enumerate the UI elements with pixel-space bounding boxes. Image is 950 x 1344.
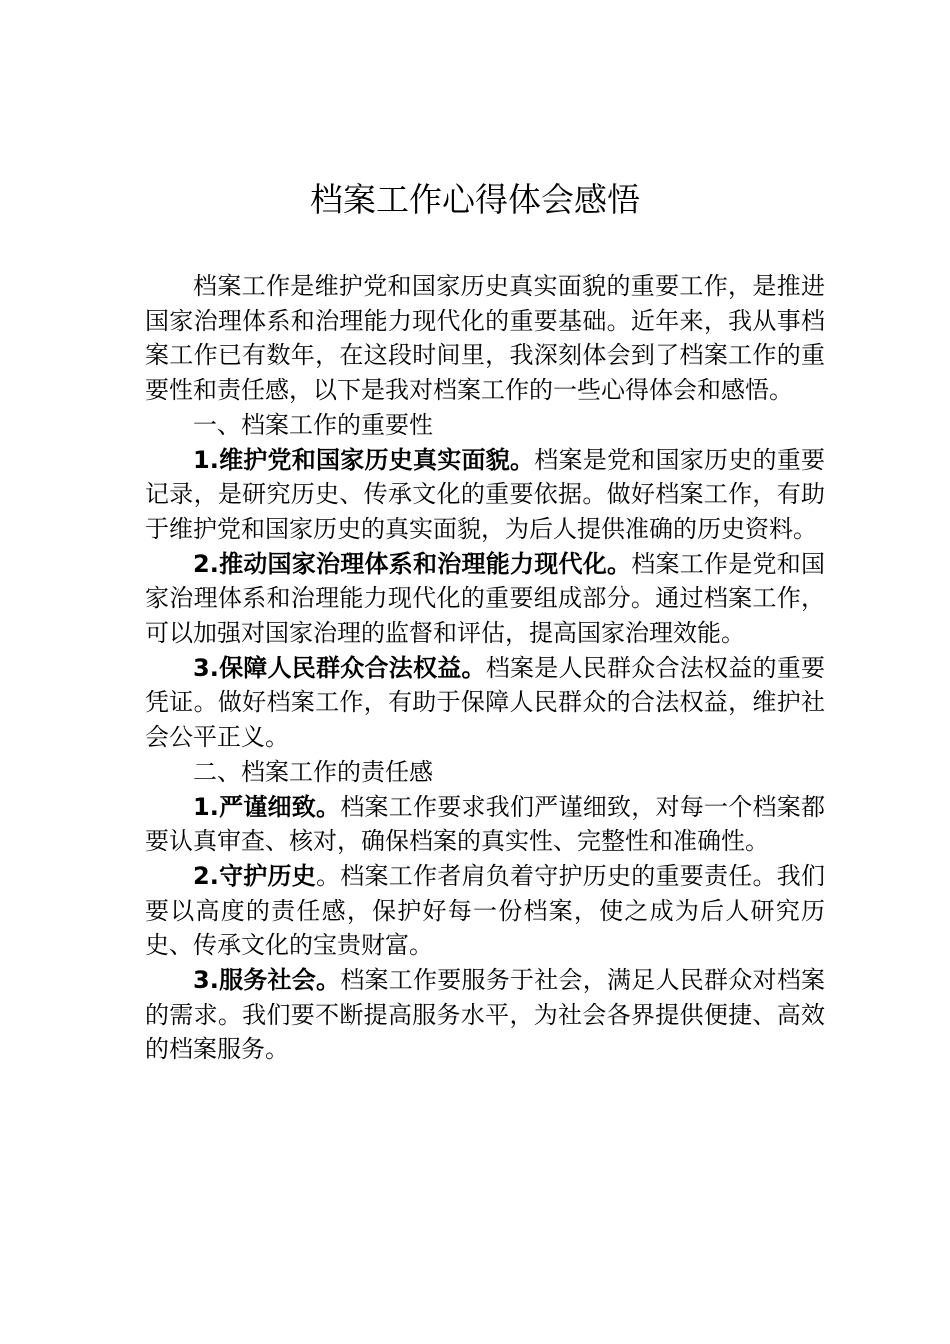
item-text: 档案工作要服务于社会，满足人民群众对档案的需求。我们要不断提高服务水平，为社会各界提供便捷、高效的档案服务。 <box>145 966 826 1064</box>
document-body <box>145 269 825 1067</box>
item-text: 档案工作是党和国家治理体系和治理能力现代化的重要组成部分。通过档案工作，可以加强对国家治理的监督和评估，提高国家治理效能。 <box>145 549 825 648</box>
item-lead: 2.推动国家治理体系和治理能力现代化。 <box>193 549 632 578</box>
item-lead: 2.守护历史 <box>193 861 317 890</box>
section-item <box>145 443 825 547</box>
item-lead: 1.维护党和国家历史真实面貌。 <box>193 445 535 474</box>
item-text: 档案工作要求我们严谨细致，对每一个档案都要认真审查、核对，确保档案的真实性、完整性和准确性。 <box>145 792 826 856</box>
document-title: 档案工作心得体会感悟 <box>310 180 640 219</box>
intro-paragraph: 档案工作是维护党和国家历史真实面貌的重要工作，是推进国家治理体系和治理能力现代化的重要基础。近年来，我从事档案工作已有数年，在这段时间里，我深刻体会到了档案工作的重要性和责任感，以下是我对档案工作的一些心得体会和感悟。 <box>145 272 825 405</box>
section-item <box>145 859 825 963</box>
item-lead: 1.严谨细致。 <box>193 792 341 821</box>
section-heading: 二、档案工作的责任感 <box>193 757 433 786</box>
item-text: 档案是党和国家历史的重要记录，是研究历史、传承文化的重要依据。做好档案工作，有助于维护党和国家历史的真实面貌，为后人提供准确的历史资料。 <box>145 445 825 543</box>
section-item <box>145 547 825 651</box>
section-heading: 一、档案工作的重要性 <box>193 410 433 439</box>
section-item <box>145 651 825 755</box>
item-text: 。档案工作者肩负着守护历史的重要责任。我们要以高度的责任感，保护好每一份档案，使之成为后人研究历史、传承文化的宝贵财富。 <box>145 861 825 960</box>
section-item <box>145 790 825 859</box>
item-lead: 3.保障人民群众合法权益。 <box>193 653 486 682</box>
section-item <box>145 963 825 1067</box>
item-text: 档案是人民群众合法权益的重要凭证。做好档案工作，有助于保障人民群众的合法权益，维护社会公平正义。 <box>145 653 825 752</box>
item-lead: 3.服务社会。 <box>193 966 341 995</box>
